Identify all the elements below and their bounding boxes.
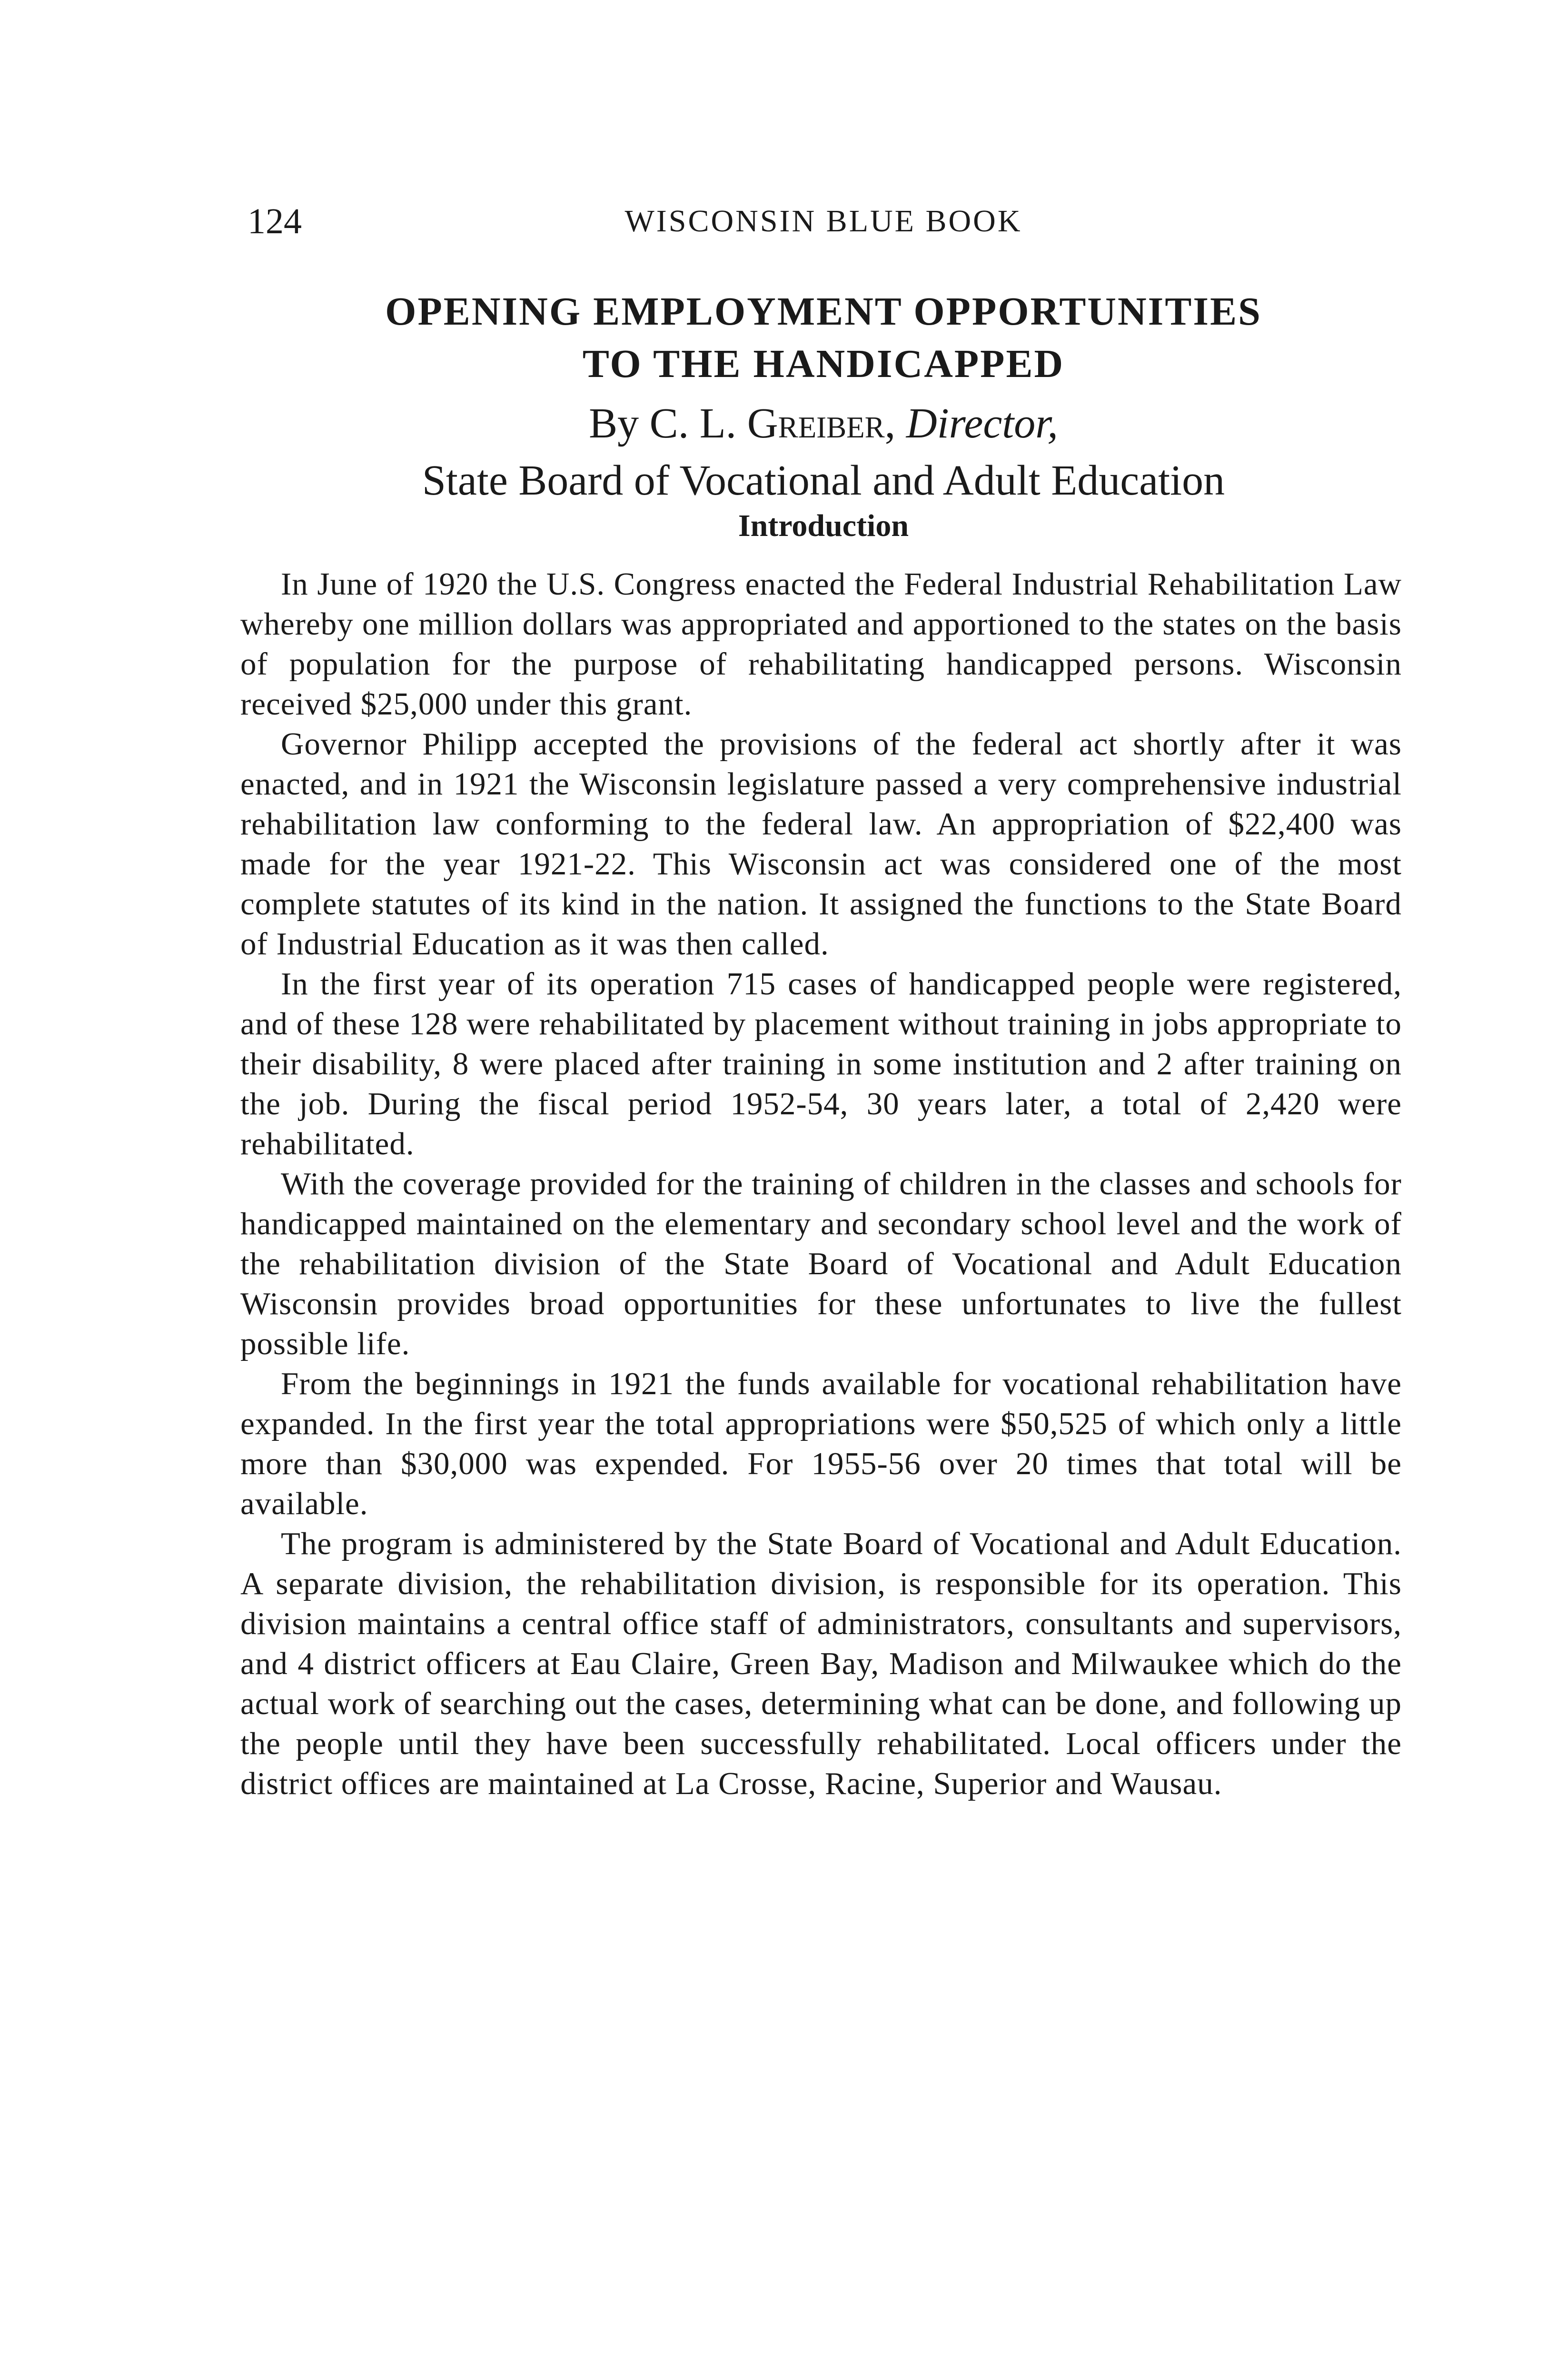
page-number: 124	[248, 201, 302, 241]
paragraph: From the beginnings in 1921 the funds available for vocational rehabilitation have expanded. In the first year the total appropriations were $50,525 of which only a little more than $30,000 was expended. For 1955-56 over 20 times that total will be available.	[240, 1366, 1402, 1521]
article-title-line-2: TO THE HANDICAPPED	[582, 342, 1065, 386]
page-header	[248, 200, 1399, 243]
article-body	[240, 564, 1402, 1804]
section-heading: Introduction	[738, 508, 909, 543]
paragraph: In the first year of its operation 715 cases of handicapped people were registered, and of these 128 were rehabilitated by placement without training in jobs appropriate to their disability, 8 were placed after training in some institution and 2 after training on the job. During the fiscal period 1952-54, 30 years later, a total of 2,420 were rehabilitated.	[240, 966, 1402, 1161]
byline	[248, 395, 1399, 509]
paragraph: With the coverage provided for the training of children in the classes and schools for handicapped maintained on the elementary and secondary school level and the work of the rehabilitation division of the State Board of Vocational and Adult Education Wisconsin provides broad opportunities for these unfortunates to live the fullest possible life.	[240, 1166, 1402, 1361]
author-organization: State Board of Vocational and Adult Education	[422, 457, 1225, 504]
article-title	[248, 286, 1399, 390]
byline-author-line	[248, 395, 1399, 452]
paragraph: Governor Philipp accepted the provisions of the federal act shortly after it was enacted, and in 1921 the Wisconsin legislature passed a very comprehensive industrial rehabilitation law conforming to the federal law. An appropriation of $22,400 was made for the year 1921-22. This Wisconsin act was considered one of the most complete statutes of its kind in the nation. It assigned the functions to the State Board of Industrial Education as it was then called.	[240, 726, 1402, 962]
article-title-line-1: OPENING EMPLOYMENT OPPORTUNITIES	[385, 289, 1262, 334]
paragraph: In June of 1920 the U.S. Congress enacted the Federal Industrial Rehabilitation Law whereby one million dollars was appropriated and apportioned to the states on the basis of population for the purpose of rehabilitating handicapped persons. Wisconsin received $25,000 under this grant.	[240, 566, 1402, 722]
author-name: Greiber	[747, 400, 885, 447]
paragraph: The program is administered by the State Board of Vocational and Adult Education. A separate division, the rehabilitation division, is responsible for its operation. This division maintains a central office staff of administrators, consultants and supervisors, and 4 district officers at Eau Claire, Green Bay, Madison and Milwaukee which do the actual work of searching out the cases, determining what can be done, and following up the people until they have been successfully rehabilitated. Local officers under the district offices are maintained at La Crosse, Racine, Superior and Wausau.	[240, 1526, 1402, 1801]
byline-separator: ,	[884, 400, 906, 447]
byline-prefix: By C. L.	[589, 400, 747, 447]
author-role: Director,	[906, 400, 1058, 447]
running-title: WISCONSIN BLUE BOOK	[624, 204, 1022, 238]
